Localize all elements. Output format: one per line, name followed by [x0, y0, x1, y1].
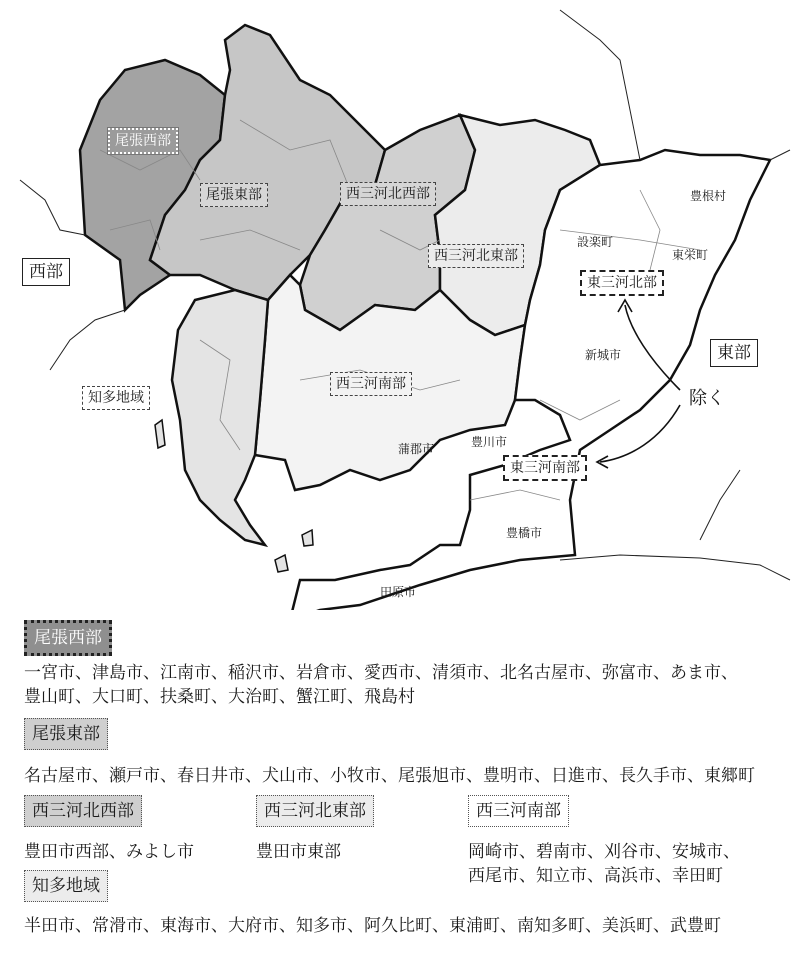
town-toyokawa: 豊川市 — [471, 435, 508, 449]
town-toyone: 豊根村 — [690, 189, 727, 203]
legend-title-owari-west: 尾張西部 — [24, 620, 112, 656]
map-label-owari-west: 尾張西部 — [108, 128, 178, 154]
legend-list-owari-west — [24, 661, 738, 709]
legend-title-chita: 知多地域 — [24, 870, 108, 902]
legend-list-nishimikawa-northeast — [256, 840, 341, 864]
legend-list-chita — [24, 914, 721, 938]
legend-nishimikawa-northeast — [256, 795, 374, 827]
legend-chita — [24, 870, 108, 902]
map-label-east: 東部 — [710, 339, 758, 367]
town-tahara: 田原市 — [380, 585, 417, 599]
map-label-west: 西部 — [22, 258, 70, 286]
legend-owari-west-line2: 豊山町、大口町、扶桑町、大治町、蟹江町、飛島村 — [24, 687, 415, 707]
town-shitara: 設楽町 — [577, 235, 614, 249]
legend-nishimikawa-northwest — [24, 795, 142, 827]
legend-owari-west-line1: 一宮市、津島市、江南市、稲沢市、岩倉市、愛西市、清須市、北名古屋市、弥富市、あま市、 — [24, 663, 738, 683]
map-label-exclude: 除く — [689, 388, 725, 409]
legend-chita-line1: 半田市、常滑市、東海市、大府市、知多市、阿久比町、東浦町、南知多町、美浜町、武豊町 — [24, 916, 721, 936]
legend-title-owari-east: 尾張東部 — [24, 718, 108, 750]
map-label-higashimikawa-north: 東三河北部 — [580, 270, 664, 296]
map-label-nishimikawa-south: 西三河南部 — [330, 372, 412, 396]
region-chita — [172, 290, 268, 545]
legend-nishimikawa-south — [468, 795, 569, 827]
map-label-chita: 知多地域 — [82, 386, 150, 410]
legend-owari-east — [24, 718, 108, 750]
legend-title-nishimikawa-northwest: 西三河北西部 — [24, 795, 142, 827]
legend-nishimikawa-northwest-line1: 豊田市西部、みよし市 — [24, 842, 194, 862]
legend-owari-west — [24, 620, 112, 656]
legend-nishimikawa-south-line2: 西尾市、知立市、高浜市、幸田町 — [468, 866, 723, 886]
map-label-higashimikawa-south: 東三河南部 — [503, 455, 587, 481]
town-toei: 東栄町 — [672, 248, 709, 262]
legend-title-nishimikawa-south: 西三河南部 — [468, 795, 569, 827]
map-label-nishimikawa-northwest: 西三河北西部 — [340, 182, 436, 206]
legend-nishimikawa-south-line1: 岡崎市、碧南市、刈谷市、安城市、 — [468, 842, 740, 862]
map-label-nishimikawa-northeast: 西三河北東部 — [428, 244, 524, 268]
legend-list-owari-east — [24, 764, 755, 788]
town-shinshiro: 新城市 — [585, 348, 622, 362]
town-gamagori: 蒲郡市 — [398, 442, 435, 456]
legend-list-nishimikawa-south — [468, 840, 740, 888]
legend-owari-east-line1: 名古屋市、瀬戸市、春日井市、犬山市、小牧市、尾張旭市、豊明市、日進市、長久手市、東郷町 — [24, 766, 755, 786]
legend-list-nishimikawa-northwest — [24, 840, 194, 864]
legend-nishimikawa-northeast-line1: 豊田市東部 — [256, 842, 341, 862]
map-label-owari-east: 尾張東部 — [200, 183, 268, 207]
town-toyohashi: 豊橋市 — [506, 526, 543, 540]
legend-title-nishimikawa-northeast: 西三河北東部 — [256, 795, 374, 827]
